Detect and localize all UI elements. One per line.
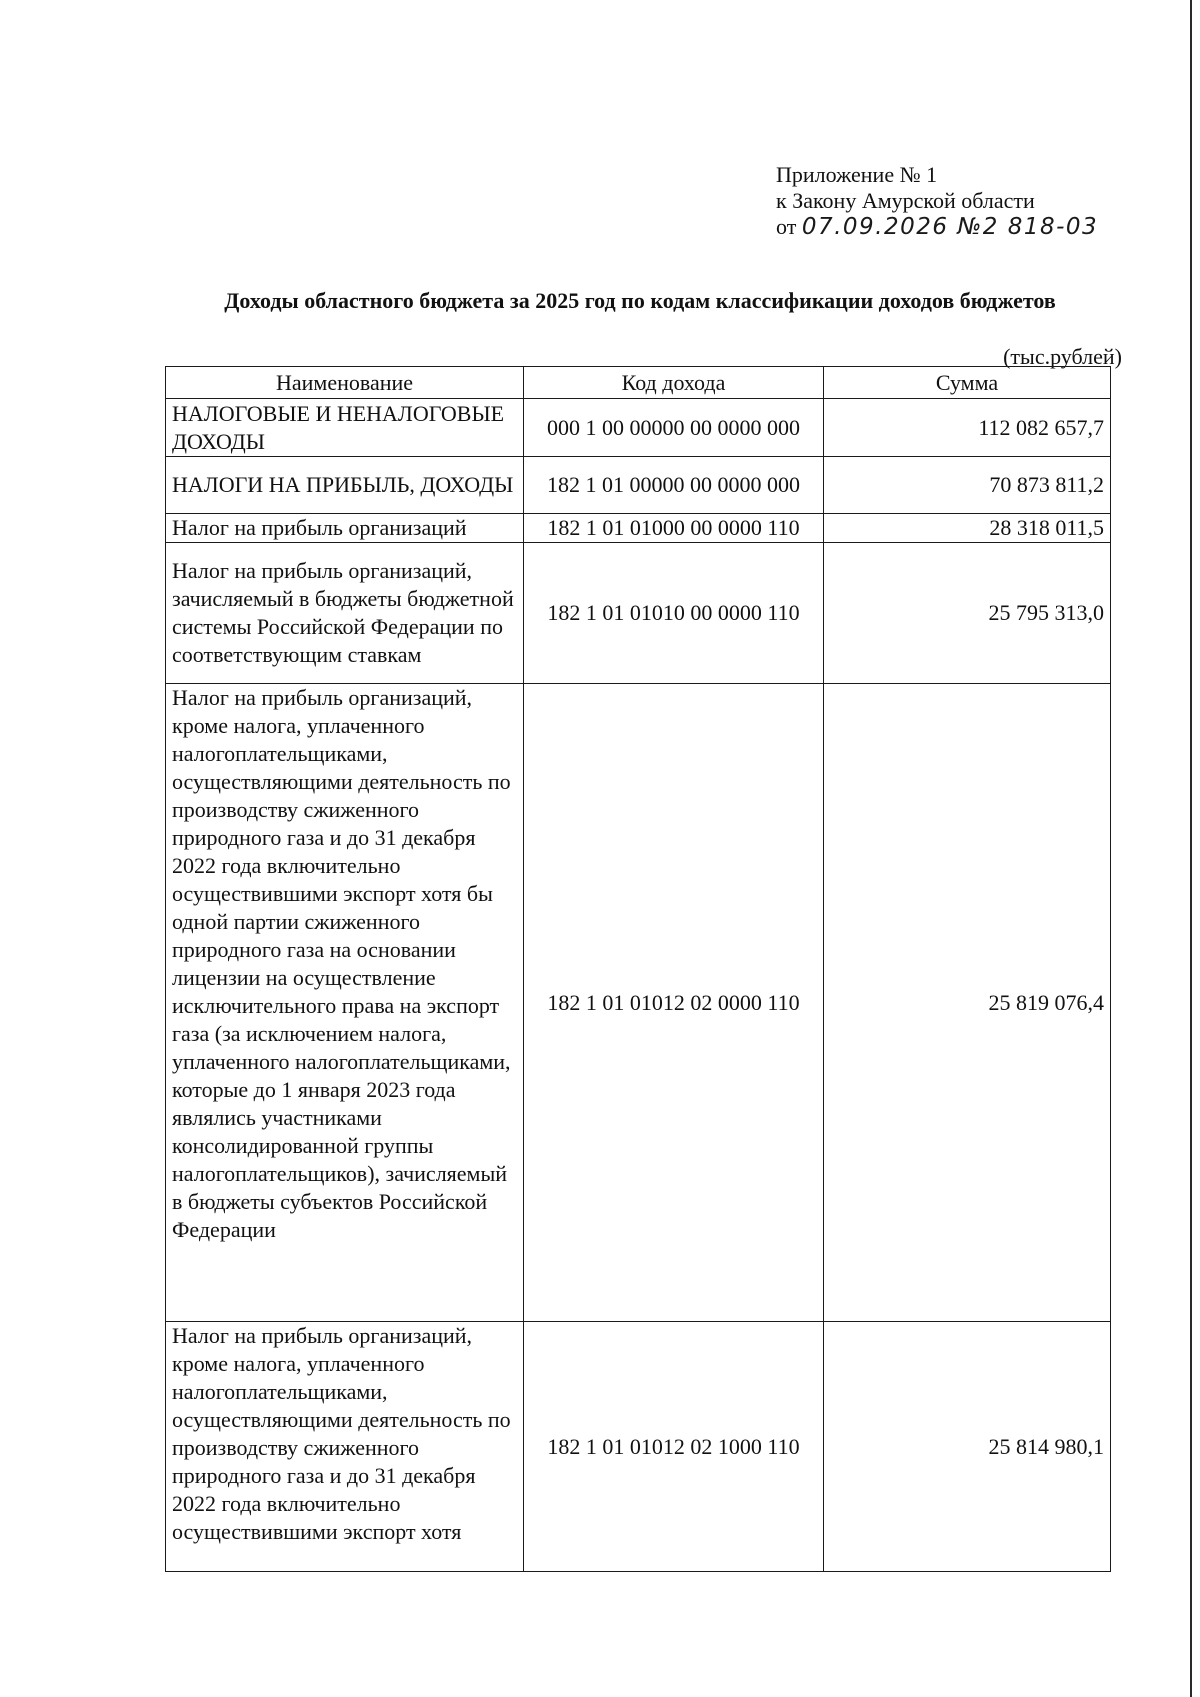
row-name: НАЛОГОВЫЕ И НЕНАЛОГОВЫЕ ДОХОДЫ bbox=[166, 399, 524, 457]
appendix-number: Приложение № 1 bbox=[776, 162, 938, 187]
row-sum: 25 795 313,0 bbox=[824, 543, 1111, 684]
column-header-name: Наименование bbox=[166, 367, 524, 399]
row-code: 182 1 01 01012 02 0000 110 bbox=[524, 684, 824, 1322]
table-row bbox=[166, 399, 1111, 457]
row-code: 000 1 00 00000 00 0000 000 bbox=[524, 399, 824, 457]
row-code: 182 1 01 01010 00 0000 110 bbox=[524, 543, 824, 684]
units-label: (тыс.рублей) bbox=[1003, 344, 1122, 369]
row-sum: 28 318 011,5 bbox=[824, 514, 1111, 543]
table-row bbox=[166, 684, 1111, 1322]
appendix-from-label: от bbox=[776, 214, 797, 239]
table-row bbox=[166, 543, 1111, 684]
row-sum: 25 814 980,1 bbox=[824, 1322, 1111, 1572]
appendix-law-reference: к Закону Амурской области bbox=[776, 188, 1035, 213]
column-header-sum: Сумма bbox=[824, 367, 1111, 399]
appendix-date-line bbox=[776, 214, 1098, 240]
row-code: 182 1 01 01012 02 1000 110 bbox=[524, 1322, 824, 1572]
page-edge-line bbox=[1190, 0, 1192, 1697]
handwritten-date-number: 07.09.2026 №2 818-03 bbox=[801, 214, 1099, 240]
row-code: 182 1 01 00000 00 0000 000 bbox=[524, 457, 824, 514]
row-code: 182 1 01 01000 00 0000 110 bbox=[524, 514, 824, 543]
row-name: Налог на прибыль организаций bbox=[166, 514, 524, 543]
row-name: Налог на прибыль организаций, зачисляемый в бюджеты бюджетной системы Российской Федерации по соответствующим ставкам bbox=[166, 543, 524, 684]
row-name: Налог на прибыль организаций, кроме налога, уплаченного налогоплательщиками, осуществляющими деятельность по производству сжиженного природного газа и до 31 декабря 2022 года включительно осуществившими экспорт хотя bbox=[166, 1322, 524, 1572]
table-row bbox=[166, 514, 1111, 543]
appendix-reference bbox=[776, 162, 1098, 240]
table-row bbox=[166, 1322, 1111, 1572]
row-sum: 112 082 657,7 bbox=[824, 399, 1111, 457]
row-name: НАЛОГИ НА ПРИБЫЛЬ, ДОХОДЫ bbox=[166, 457, 524, 514]
table-header-row bbox=[166, 367, 1111, 399]
row-sum: 25 819 076,4 bbox=[824, 684, 1111, 1322]
table-row bbox=[166, 457, 1111, 514]
row-name: Налог на прибыль организаций, кроме налога, уплаченного налогоплательщиками, осуществляющими деятельность по производству сжиженного природного газа и до 31 декабря 2022 года включительно осуществившими экспорт хотя бы одной партии сжиженного природного газа на основании лицензии на осуществление исключительного права на экспорт газа (за исключением налога, уплаченного налогоплательщиками, которые до 1 января 2023 года являлись участниками консолидированной группы налогоплательщиков), зачисляемый в бюджеты субъектов Российской Федерации bbox=[166, 684, 524, 1322]
column-header-code: Код дохода bbox=[524, 367, 824, 399]
document-title: Доходы областного бюджета за 2025 год по кодам классификации доходов бюджетов bbox=[224, 288, 1056, 313]
income-table bbox=[165, 366, 1111, 1572]
row-sum: 70 873 811,2 bbox=[824, 457, 1111, 514]
